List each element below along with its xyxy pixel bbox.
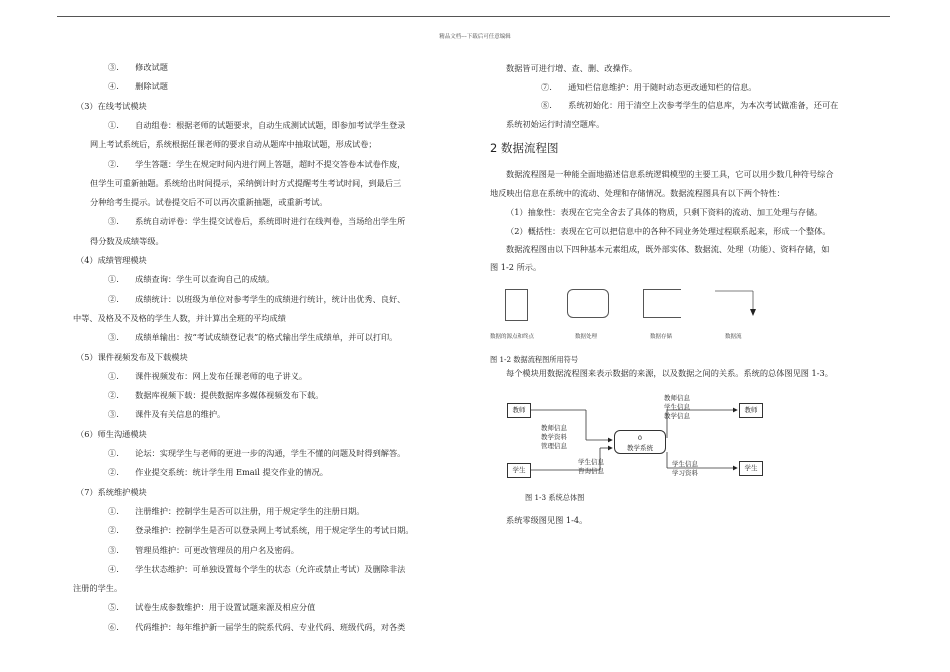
left-text-line: ②. 成绩统计：以班级为单位对参考学生的成绩进行统计，统计出优秀、良好、 [108,293,406,304]
flow-item: 学生信息 [664,403,690,411]
left-text-line: ④. 学生状态维护：可单独设置每个学生的状态（允许或禁止考试）及删除非法 [108,563,406,574]
symbol-label-store: 数据存储 [650,334,673,340]
right-body-line: （1）抽象性：表现在它完全舍去了具体的物质，只剩下资料的流动、加工处理与存储。 [506,207,823,217]
flow-item: 教学资料 [541,433,567,441]
flow-label-student-in [578,458,604,476]
left-text-line: ⑤. 试卷生成参数维护：用于设置试题来源及相应分值 [108,602,316,613]
left-text-line: ②. 数据库视频下载：提供数据库多媒体视频发布下载。 [108,390,324,401]
left-text-line: ③. 系统自动评卷：学生提交试卷后，系统即时进行在线判卷，当场给出学生所 [108,216,406,227]
left-text-line: ③. 成绩单输出：按“考试成绩登记表”的格式输出学生成绩单，并可以打印。 [108,332,398,343]
right-body-line: 地反映出信息在系统中的流动、处理和存储情况。数据流程图具有以下两个特性： [490,188,785,198]
entity-student-right: 学生 [739,461,763,476]
left-text-line: ③. 修改试题 [108,62,168,72]
left-text-line: 注册的学生。 [73,583,123,594]
right-body-line: 数据流程图是一种能全面地描述信息系统逻辑模型的主要工具，它可以用少数几种符号综合 [506,169,834,179]
right-body-line: （2）概括性：表现在它可以把信息中的各种不同业务处理过程联系起来，形成一个整体。 [506,226,831,236]
left-text-line: （5）课件视频发布及下载模块 [76,351,188,362]
symbol-label-entity: 数据的源点和终点 [490,334,535,340]
page-header: 精品文档---下载后可任意编辑 [439,34,511,40]
left-text-line: ①. 课件视频发布：网上发布任课老师的电子讲义。 [108,370,308,381]
process-teaching-system [614,430,666,454]
figure-1-3-caption: 图 1-3 系统总体图 [525,493,585,502]
figure-1-2-text: 每个模块用数据流程图来表示数据的来源，以及数据之间的关系。系统的总体图见图 1-3。 [506,368,833,378]
flow-item: 学生信息 [578,458,604,466]
flow-item: 咨询信息 [578,467,604,475]
left-text-line: ①. 论坛：实现学生与老师的更进一步的沟通，学生不懂的问题及时得到解答。 [108,448,406,458]
left-text-line: 分种给考生提示。试卷提交后不可以再次重新抽题，或重新考试。 [90,197,328,208]
process-number: 0 [637,434,643,442]
left-text-line: （7）系统维护模块 [76,486,147,497]
left-text-line: 中等、及格及不及格的学生人数，并计算出全班的平均成绩 [73,312,286,323]
final-line: 系统零级图见图 1-4。 [506,515,588,525]
symbol-label-process: 数据处理 [575,334,598,340]
left-text-line: 网上考试系统后，系统根据任课老师的要求自动从题库中抽取试题，形成试卷； [90,139,377,150]
flow-item: 学生信息 [672,460,698,468]
left-text-line: ⑥. 代码维护：每年维护新一届学生的院系代码、专业代码、班级代码，对各类 [108,621,406,632]
flow-item: 管理信息 [541,442,567,450]
flow-item: 教师信息 [664,394,690,402]
left-text-line: ①. 自动组卷：根据老师的试题要求，自动生成测试试题，即参加考试学生登录 [108,119,406,130]
left-text-line: （6）师生沟通模块 [76,428,147,439]
entity-teacher-right: 教师 [739,403,763,418]
left-text-line: ③. 课件及有关信息的维护。 [108,409,226,420]
left-text-line: （4）成绩管理模块 [76,255,147,265]
left-text-line: 得分数及成绩等级。 [90,235,164,246]
right-text-line: ⑦. 通知栏信息维护：用于随时动态更改通知栏的信息。 [541,82,757,92]
left-text-line: ④. 删除试题 [108,81,168,92]
flow-label-teacher-in [541,424,567,451]
right-text-line: ⑧. 系统初始化：用于清空上次参考学生的信息库，为本次考试做准备，还可在 [541,100,839,110]
left-text-line: 但学生可重新抽题。系统给出时间提示，采纳倒计时方式提醒考生考试时间，到最后三 [90,177,402,188]
right-body-line: 图 1-2 所示。 [490,262,542,272]
entity-student-left: 学生 [507,463,531,478]
figure-1-2-caption: 图 1-2 数据流程图所用符号 [490,355,579,364]
right-text-line: 数据皆可进行增、查、删、改操作。 [506,63,638,73]
left-text-line: ①. 成绩查询：学生可以查询自己的成绩。 [108,274,275,285]
left-text-line: ①. 注册维护：控制学生是否可以注册，用于规定学生的注册日期。 [108,505,365,516]
flow-item: 学习资料 [672,469,698,477]
left-text-line: ②. 作业提交系统：统计学生用 Email 提交作业的情况。 [108,467,328,478]
right-text-line: 系统初始运行时清空题库。 [506,119,605,129]
left-text-line: ②. 学生答题：学生在规定时间内进行网上答题，超时不提交答卷本试卷作废， [108,158,406,169]
entity-teacher-left: 教师 [507,403,531,418]
left-text-line: ②. 登录维护：控制学生是否可以登录网上考试系统，用于规定学生的考试日期。 [108,525,414,536]
flow-label-student-out [672,460,698,478]
left-text-line: （3）在线考试模块 [76,100,147,111]
flow-item: 教师信息 [541,424,567,432]
right-body-line: 数据流程图由以下四种基本元素组成，既外部实体、数据流、处理（功能）、资料存储，如 [506,244,830,254]
left-text-line: ③. 管理员维护：可更改管理员的用户名及密码。 [108,544,299,555]
symbol-label-flow: 数据流 [725,334,742,340]
section-title: 2 数据流程图 [490,141,559,155]
process-name: 教学系统 [627,444,653,452]
flow-item: 教学信息 [664,412,690,420]
flow-label-teacher-out [664,394,690,421]
